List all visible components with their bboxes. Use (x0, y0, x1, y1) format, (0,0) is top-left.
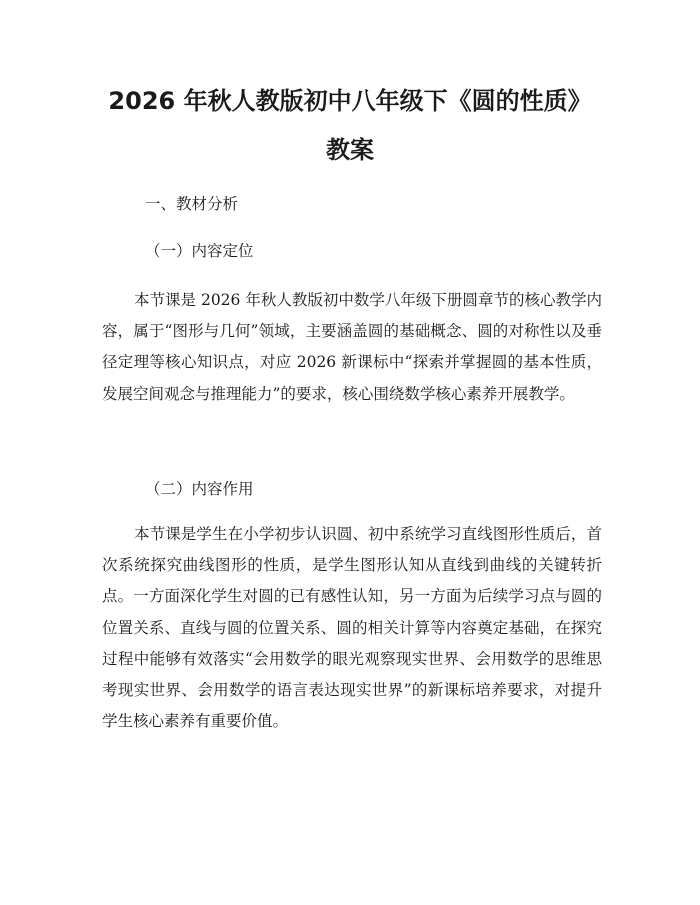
section-heading-teaching-material-analysis: 一、教材分析 (145, 195, 239, 213)
paragraph-content-positioning: 本节课是 2026 年秋人教版初中数学八年级下册圆章节的核心教学内容，属于“图形与几何”领域，主要涵盖圆的基础概念、圆的对称性以及垂径定理等核心知识点，对应 2026 新课标中“探索并掌握圆的基本性质，发展空间观念与推理能力”的要求，核心围绕数学核心素养开展教学。 (102, 291, 602, 403)
paragraph-content-role: 本节课是学生在小学初步认识圆、初中系统学习直线图形性质后，首次系统探究曲线图形的性质，是学生图形认知从直线到曲线的关键转折点。一方面深化学生对圆的已有感性认知，另一方面为后续学习点与圆的位置关系、直线与圆的位置关系、圆的相关计算等内容奠定基础，在探究过程中能够有效落实“会用数学的眼光观察现实世界、会用数学的思维思考现实世界、会用数学的语言表达现实世界”的新课标培养要求，对提升学生核心素养有重要价值。 (102, 525, 602, 731)
document-title-line2: 教案 (326, 136, 374, 164)
document-title-line1: 2026 年秋人教版初中八年级下《圆的性质》 (108, 87, 592, 115)
subsection-heading-content-positioning: （一）内容定位 (145, 242, 254, 260)
subsection-heading-content-role: （二）内容作用 (145, 480, 254, 498)
